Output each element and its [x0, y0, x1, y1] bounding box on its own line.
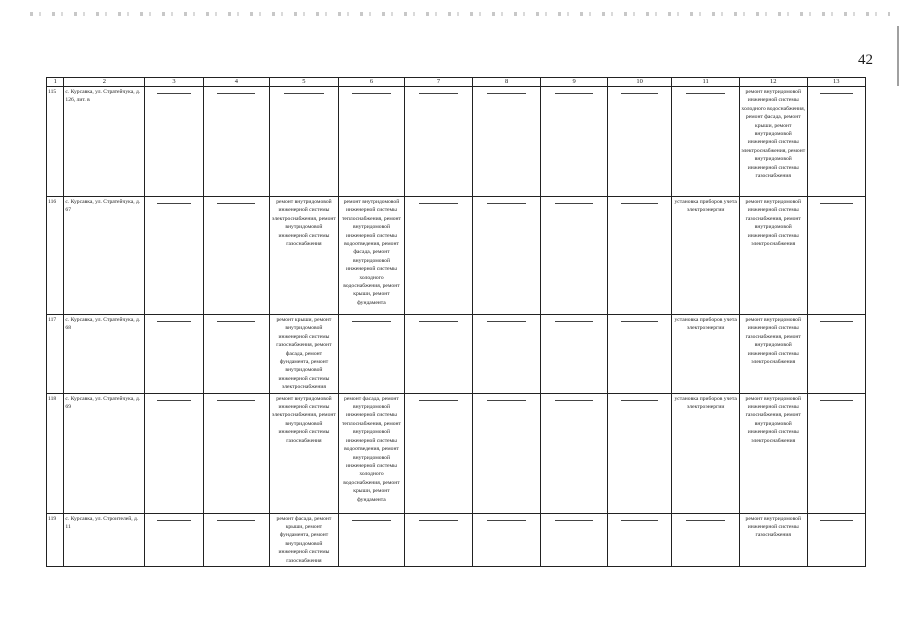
empty-dash-cell: [405, 393, 473, 513]
work-description-cell: ремонт внутридомовой инженерной системы газоснабжения, ремонт внутридомовой инженерной системы электроснабжения: [739, 315, 807, 394]
row-number: 117: [47, 315, 64, 394]
dash-mark: [217, 520, 255, 521]
column-number: 7: [405, 78, 473, 87]
dash-mark: [487, 400, 526, 401]
dash-mark: [555, 400, 593, 401]
empty-dash-cell: [270, 87, 339, 197]
empty-dash-cell: [405, 315, 473, 394]
table-header-row: [47, 78, 866, 87]
dash-mark: [555, 93, 593, 94]
work-description-cell: ремонт внутридомовой инженерной системы теплоснабжения, ремонт внутридомовой инженерной системы водоотведения, ремонт фасада, ремонт внутридомовой инженерной системы холодного водоснабжения, ремонт крыши, ремонт фундамента: [338, 197, 405, 315]
address-cell: с. Курсавка, ул. Стратейчука, д. 68: [64, 315, 145, 394]
dash-mark: [419, 93, 458, 94]
empty-dash-cell: [607, 197, 671, 315]
dash-mark: [487, 93, 526, 94]
scan-artifact-top: [30, 12, 890, 16]
empty-dash-cell: [203, 315, 270, 394]
dash-mark: [419, 520, 458, 521]
dash-mark: [820, 321, 853, 322]
empty-dash-cell: [203, 393, 270, 513]
dash-mark: [621, 93, 658, 94]
dash-mark: [820, 520, 853, 521]
empty-dash-cell: [807, 197, 865, 315]
dash-mark: [157, 400, 190, 401]
empty-dash-cell: [405, 87, 473, 197]
empty-dash-cell: [807, 393, 865, 513]
work-description-cell: ремонт внутридомовой инженерной системы газоснабжения, ремонт внутридомовой инженерной системы электроснабжения: [739, 393, 807, 513]
dash-mark: [621, 321, 658, 322]
dash-mark: [352, 93, 390, 94]
table-row: [47, 513, 866, 566]
work-description-cell: ремонт фасада, ремонт крыши, ремонт фундамента, ремонт внутридомовой инженерной системы газоснабжения: [270, 513, 339, 566]
empty-dash-cell: [807, 87, 865, 197]
address-cell: с. Курсавка, ул. Строителей, д. 11: [64, 513, 145, 566]
empty-dash-cell: [472, 87, 541, 197]
table-row: [47, 87, 866, 197]
work-description-cell: установка приборов учета электроэнергии: [672, 315, 740, 394]
address-cell: с. Курсавка, ул. Стратейчука, д. 69: [64, 393, 145, 513]
empty-dash-cell: [338, 315, 405, 394]
empty-dash-cell: [338, 513, 405, 566]
column-number: 11: [672, 78, 740, 87]
dash-mark: [419, 203, 458, 204]
empty-dash-cell: [203, 513, 270, 566]
work-description-cell: установка приборов учета электроэнергии: [672, 393, 740, 513]
dash-mark: [820, 93, 853, 94]
empty-dash-cell: [541, 315, 608, 394]
column-number: 9: [541, 78, 608, 87]
scan-edge-mark: [897, 26, 899, 86]
dash-mark: [352, 520, 390, 521]
empty-dash-cell: [807, 315, 865, 394]
work-description-cell: установка приборов учета электроэнергии: [672, 197, 740, 315]
dash-mark: [487, 520, 526, 521]
work-description-cell: ремонт внутридомовой инженерной системы электроснабжения, ремонт внутридомовой инженерной системы газоснабжения: [270, 393, 339, 513]
dash-mark: [217, 321, 255, 322]
empty-dash-cell: [541, 197, 608, 315]
dash-mark: [621, 400, 658, 401]
empty-dash-cell: [607, 87, 671, 197]
dash-mark: [419, 321, 458, 322]
table-row: [47, 197, 866, 315]
column-number: 5: [270, 78, 339, 87]
empty-dash-cell: [607, 393, 671, 513]
empty-dash-cell: [405, 513, 473, 566]
empty-dash-cell: [472, 315, 541, 394]
empty-dash-cell: [541, 513, 608, 566]
empty-dash-cell: [472, 393, 541, 513]
dash-mark: [217, 203, 255, 204]
row-number: 116: [47, 197, 64, 315]
dash-mark: [820, 400, 853, 401]
empty-dash-cell: [405, 197, 473, 315]
page-number: 42: [858, 52, 873, 68]
column-number: 13: [807, 78, 865, 87]
row-number: 115: [47, 87, 64, 197]
work-description-cell: ремонт внутридомовой инженерной системы холодного водоснабжения, ремонт фасада, ремонт крыши, ремонт внутридомовой инженерной системы электроснабжения, ремонт внутридомовой инженерной системы газоснабжения: [739, 87, 807, 197]
dash-mark: [217, 93, 255, 94]
dash-mark: [352, 321, 390, 322]
column-number: 10: [607, 78, 671, 87]
work-description-cell: ремонт крыши, ремонт внутридомовой инженерной системы газоснабжения, ремонт фасада, ремонт фундамента, ремонт внутридомовой инженерной системы электроснабжения: [270, 315, 339, 394]
column-number: 6: [338, 78, 405, 87]
work-description-cell: ремонт фасада, ремонт внутридомовой инженерной системы теплоснабжения, ремонт внутридомовой инженерной системы водоотведения, ремонт внутридомовой инженерной системы холодного водоснабжения, ремонт крыши, ремонт фундамента: [338, 393, 405, 513]
column-number: 8: [472, 78, 541, 87]
empty-dash-cell: [607, 315, 671, 394]
dash-mark: [555, 520, 593, 521]
empty-dash-cell: [472, 197, 541, 315]
table-row: [47, 315, 866, 394]
dash-mark: [621, 203, 658, 204]
dash-mark: [621, 520, 658, 521]
empty-dash-cell: [338, 87, 405, 197]
dash-mark: [217, 400, 255, 401]
dash-mark: [686, 93, 725, 94]
dash-mark: [820, 203, 853, 204]
address-cell: с. Курсавка, ул. Стратейчука, д. 67: [64, 197, 145, 315]
row-number: 119: [47, 513, 64, 566]
column-number: 3: [145, 78, 203, 87]
address-cell: с. Курсавка, ул. Стратейчука, д. 126, лит. в: [64, 87, 145, 197]
column-number: 4: [203, 78, 270, 87]
dash-mark: [157, 203, 190, 204]
column-number: 2: [64, 78, 145, 87]
dash-mark: [419, 400, 458, 401]
empty-dash-cell: [145, 393, 203, 513]
work-description-cell: ремонт внутридомовой инженерной системы газоснабжения: [739, 513, 807, 566]
dash-mark: [487, 321, 526, 322]
empty-dash-cell: [807, 513, 865, 566]
row-number: 118: [47, 393, 64, 513]
empty-dash-cell: [607, 513, 671, 566]
dash-mark: [555, 203, 593, 204]
empty-dash-cell: [472, 513, 541, 566]
empty-dash-cell: [541, 393, 608, 513]
table-row: [47, 393, 866, 513]
empty-dash-cell: [203, 197, 270, 315]
dash-mark: [157, 93, 190, 94]
empty-dash-cell: [672, 87, 740, 197]
dash-mark: [555, 321, 593, 322]
dash-mark: [686, 520, 725, 521]
dash-mark: [157, 520, 190, 521]
dash-mark: [487, 203, 526, 204]
column-number: 12: [739, 78, 807, 87]
empty-dash-cell: [145, 87, 203, 197]
work-description-cell: ремонт внутридомовой инженерной системы электроснабжения, ремонт внутридомовой инженерной системы газоснабжения: [270, 197, 339, 315]
empty-dash-cell: [145, 315, 203, 394]
dash-mark: [157, 321, 190, 322]
column-number: 1: [47, 78, 64, 87]
empty-dash-cell: [203, 87, 270, 197]
repair-schedule-table: [46, 77, 866, 567]
dash-mark: [284, 93, 323, 94]
empty-dash-cell: [541, 87, 608, 197]
empty-dash-cell: [672, 513, 740, 566]
empty-dash-cell: [145, 513, 203, 566]
empty-dash-cell: [145, 197, 203, 315]
work-description-cell: ремонт внутридомовой инженерной системы газоснабжения, ремонт внутридомовой инженерной системы электроснабжения: [739, 197, 807, 315]
